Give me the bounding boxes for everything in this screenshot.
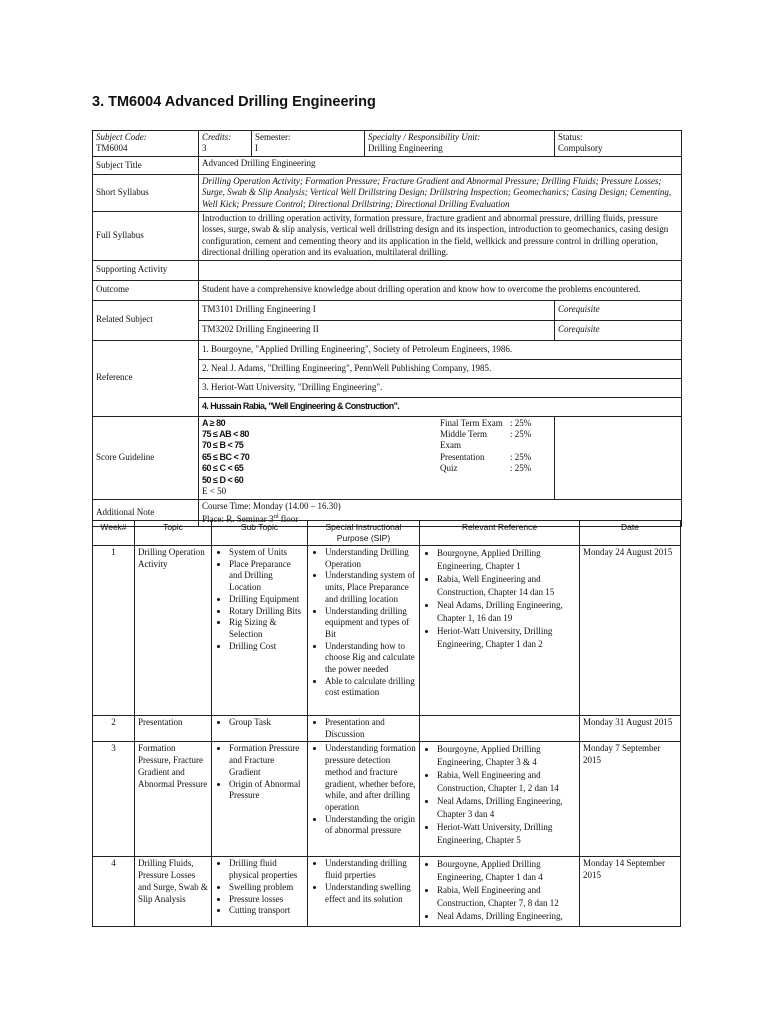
sip-item: • Presentation and Discussion <box>325 717 416 740</box>
subject-code-cell <box>93 131 199 157</box>
reference-list <box>420 716 580 742</box>
related-subject-name: TM3202 Drilling Engineering II <box>199 320 555 340</box>
weight-value: : 25% <box>510 451 532 462</box>
subtopic-item: • Rotary Drilling Bits <box>229 606 304 618</box>
reference-item: • Bourgoyne, Applied Drilling Engineering, Chapter 3 & 4 <box>437 743 576 769</box>
sip-list <box>308 742 420 857</box>
supporting-activity-label: Supporting Activity <box>93 260 199 280</box>
short-syllabus-value: Drilling Operation Activity; Formation Pressure; Fracture Gradient and Abnormal Pressure; Drilling Fluids; Pressure Losses; Surge, Swab & Slip Analysis; Vertical Well Drillstring Design; Drillstring Inspection; Geomechanics; Casing Design; Cementing, Well Kick; Pressure Control; Directional Drillstring; Directional Drilling Evaluation <box>199 174 682 211</box>
full-syllabus-label: Full Syllabus <box>93 212 199 261</box>
short-syllabus-label: Short Syllabus <box>93 174 199 211</box>
outcome-value: Student have a comprehensive knowledge about drilling operation and know how to overcome the problems encountered. <box>199 280 682 300</box>
reference-item: 4. Hussain Rabia, "Well Engineering & Construction". <box>199 397 682 416</box>
score-guideline-label: Score Guideline <box>93 416 199 499</box>
reference-item: • Neal Adams, Drilling Engineering, <box>437 910 576 923</box>
sip-list <box>308 546 420 716</box>
subject-title-label: Subject Title <box>93 156 199 174</box>
subtopic-item: • Group Task <box>229 717 304 729</box>
credits-label: Credits: <box>202 132 232 142</box>
subtopic-item: • Origin of Abnormal Pressure <box>229 779 304 802</box>
week-date: Monday 31 August 2015 <box>580 716 681 742</box>
reference-item: • Neal Adams, Drilling Engineering, Chapter 1, 16 dan 19 <box>437 599 576 625</box>
reference-item: • Heriot-Watt University, Drilling Engineering, Chapter 5 <box>437 821 576 847</box>
subtopic-item: • Cutting transport <box>229 905 304 917</box>
related-subject-type: Corequisite <box>555 320 682 340</box>
subtopic-item: • Place Preparance and Drilling Location <box>229 559 304 594</box>
header-row <box>93 131 682 157</box>
sip-item: • Understanding formation pressure detection method and fracture gradient, whether before, while, and after drilling operation <box>325 743 416 813</box>
course-info-table <box>92 130 682 527</box>
subtopic-item: • Drilling Equipment <box>229 594 304 606</box>
sip-item: • Able to calculate drilling cost estimation <box>325 676 416 699</box>
page-title: 3. TM6004 Advanced Drilling Engineering <box>92 94 376 110</box>
subtopic-list <box>212 742 308 857</box>
subtopic-list <box>212 716 308 742</box>
sip-item: • Understanding system of units, Place Preparance and drilling location <box>325 570 416 605</box>
status-value: Compulsory <box>558 143 603 154</box>
subject-code: TM6004 <box>96 143 128 154</box>
schedule-table <box>92 520 681 927</box>
col-week: Week# <box>93 521 135 546</box>
sip-list <box>308 857 420 927</box>
weight-item: Final Term Exam <box>440 417 503 428</box>
reference-item: • Heriot-Watt University, Drilling Engineering, Chapter 1 dan 2 <box>437 625 576 651</box>
subtopic-item: • Formation Pressure and Fracture Gradient <box>229 743 304 778</box>
grade-item: 65 ≤ BC < 70 <box>202 451 250 462</box>
col-reference: Relevant Reference <box>420 521 580 546</box>
subtopic-item: • Rig Sizing & Selection <box>229 617 304 640</box>
subject-code-label: Subject Code: <box>96 132 147 142</box>
credits-cell <box>199 131 252 157</box>
reference-list <box>420 857 580 927</box>
reference-item: • Rabia, Well Engineering and Construction, Chapter 14 dan 15 <box>437 573 576 599</box>
grade-item: 50 ≤ D < 60 <box>202 474 244 485</box>
week-topic: Drilling Operation Activity <box>135 546 212 716</box>
reference-item: • Rabia, Well Engineering and Construction, Chapter 1, 2 dan 14 <box>437 769 576 795</box>
sip-item: • Understanding the origin of abnormal pressure <box>325 814 416 837</box>
subtopic-list <box>212 546 308 716</box>
subtopic-item: • Swelling problem <box>229 882 304 894</box>
grade-item: E < 50 <box>202 486 227 497</box>
sip-item: • Understanding Drilling Operation <box>325 547 416 570</box>
weight-value: : 25% <box>510 417 532 428</box>
subject-title-value: Advanced Drilling Engineering <box>199 156 682 174</box>
week-number: 3 <box>93 742 135 857</box>
related-subject-name: TM3101 Drilling Engineering I <box>199 300 555 320</box>
status-cell <box>555 131 682 157</box>
place-suffix: floor <box>278 513 299 524</box>
reference-item: • Rabia, Well Engineering and Construction, Chapter 7, 8 dan 12 <box>437 884 576 910</box>
place-prefix: Place: R. Seminar 3 <box>202 513 274 524</box>
week-date: Monday 24 August 2015 <box>580 546 681 716</box>
weight-item: Middle Term Exam <box>440 429 487 451</box>
grade-item: 70 ≤ B < 75 <box>202 440 244 451</box>
sip-list <box>308 716 420 742</box>
semester-value: I <box>255 143 258 154</box>
reference-item: 2. Neal J. Adams, "Drilling Engineering", PennWell Publishing Company, 1985. <box>199 359 682 378</box>
reference-item: 3. Heriot-Watt University, "Drilling Engineering". <box>199 378 682 397</box>
weight-value: : 25% <box>510 429 532 440</box>
col-date: Date <box>580 521 681 546</box>
weight-item: Presentation <box>440 451 485 462</box>
semester-cell <box>252 131 365 157</box>
reference-item: • Bourgoyne, Applied Drilling Engineering, Chapter 1 <box>437 547 576 573</box>
additional-note-label: Additional Note <box>93 499 199 527</box>
course-time: Course Time: Monday (14.00 – 16.30) <box>202 500 341 511</box>
unit-value: Drilling Engineering <box>368 143 443 154</box>
week-date: Monday 7 September 2015 <box>580 742 681 857</box>
week-topic: Presentation <box>135 716 212 742</box>
grade-item: 60 ≤ C < 65 <box>202 463 244 474</box>
weight-value: : 25% <box>510 463 532 474</box>
week-date: Monday 14 September 2015 <box>580 857 681 927</box>
week-number: 2 <box>93 716 135 742</box>
reference-item: • Bourgoyne, Applied Drilling Engineering, Chapter 1 dan 4 <box>437 858 576 884</box>
supporting-activity-value <box>199 260 682 280</box>
col-sip: Special Instructional Purpose (SIP) <box>308 521 420 546</box>
reference-label: Reference <box>93 340 199 416</box>
sip-item: • Understanding drilling fluid prperties <box>325 858 416 881</box>
col-subtopic: Sub Topic <box>212 521 308 546</box>
subtopic-list <box>212 857 308 927</box>
credits-value: 3 <box>202 143 207 154</box>
week-topic: Formation Pressure, Fracture Gradient and Abnormal Pressure <box>135 742 212 857</box>
schedule-body <box>93 546 681 927</box>
schedule-row <box>93 857 681 927</box>
unit-cell <box>365 131 555 157</box>
subtopic-item: • Drilling fluid physical properties <box>229 858 304 881</box>
grade-item: 75 ≤ AB < 80 <box>202 429 249 440</box>
grade-item: A ≥ 80 <box>202 417 226 428</box>
reference-item: 1. Bourgoyne, "Applied Drilling Engineering", Society of Petroleum Engineers, 1986. <box>199 340 682 359</box>
col-topic: Topic <box>135 521 212 546</box>
reference-item: • Neal Adams, Drilling Engineering, Chapter 3 dan 4 <box>437 795 576 821</box>
schedule-row <box>93 716 681 742</box>
full-syllabus-value: Introduction to drilling operation activity, formation pressure, fracture gradient and abnormal pressure, drilling fluids, pressure losses, surge, swab & slip analysis, vertical well drillstring design and its inspection, introduction to geomechanics, casing design configuration, cement and cementing theory and its application in the field, wellkick and pressure control in drilling operation, directional drilling operation and its evaluation, multilateral drilling. <box>199 212 682 261</box>
reference-list <box>420 742 580 857</box>
subtopic-item: • System of Units <box>229 547 304 559</box>
week-topic: Drilling Fluids, Pressure Losses and Surge, Swab & Slip Analysis <box>135 857 212 927</box>
outcome-label: Outcome <box>93 280 199 300</box>
subtopic-item: • Pressure losses <box>229 894 304 906</box>
sip-item: • Understanding how to choose Rig and calculate the power needed <box>325 641 416 676</box>
schedule-row <box>93 742 681 857</box>
semester-label: Semester: <box>255 132 291 142</box>
sip-item: • Understanding drilling equipment and types of Bit <box>325 606 416 641</box>
week-number: 1 <box>93 546 135 716</box>
weight-item: Quiz <box>440 463 458 474</box>
week-number: 4 <box>93 857 135 927</box>
score-weights <box>440 416 682 499</box>
unit-label: Specialty / Responsibility Unit: <box>368 132 481 142</box>
place-sup: rd <box>273 513 279 520</box>
schedule-row <box>93 546 681 716</box>
sip-item: • Understanding swelling effect and its solution <box>325 882 416 905</box>
related-subject-type: Corequisite <box>555 300 682 320</box>
subtopic-item: • Drilling Cost <box>229 641 304 653</box>
related-subject-label: Related Subject <box>93 300 199 340</box>
schedule-header-row <box>93 521 681 546</box>
status-label: Status: <box>558 132 583 142</box>
reference-list <box>420 546 580 716</box>
